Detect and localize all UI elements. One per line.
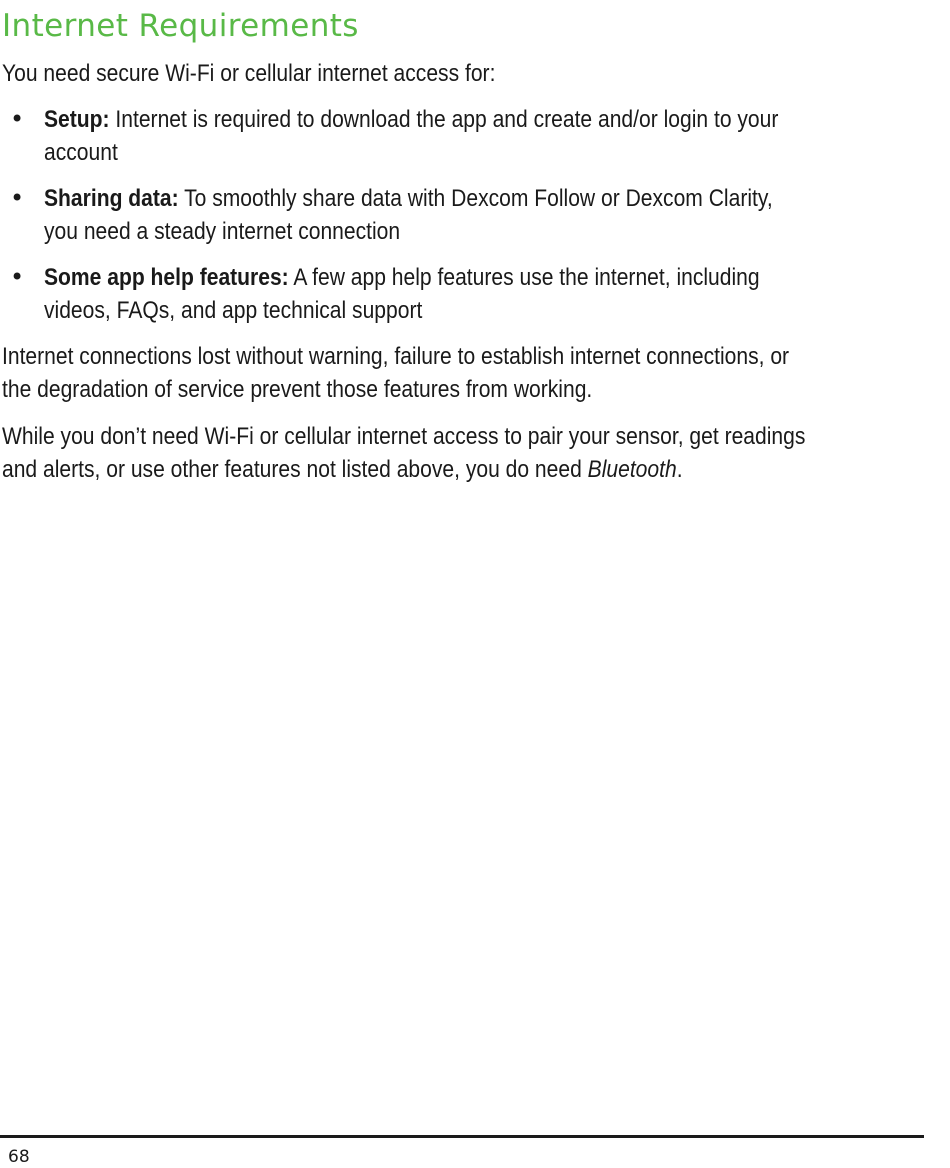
list-item-description: A few app help features use the internet, including: [293, 264, 760, 291]
intro-line: You need secure Wi-Fi or cellular internet access for:: [2, 60, 496, 87]
paragraph-line: [2, 453, 797, 486]
list-item-text: [44, 261, 760, 327]
list-item-term: Setup:: [44, 106, 110, 133]
list-item-term: Some app help features:: [44, 264, 289, 291]
footer-divider: [0, 1135, 924, 1138]
connection-loss-paragraph: [2, 340, 797, 406]
paragraph-line: While you don’t need Wi-Fi or cellular internet access to pair your sensor, get readings: [2, 423, 806, 450]
list-item-sharing-data: [0, 180, 930, 259]
list-item-term: Sharing data:: [44, 185, 179, 212]
list-item-line: [44, 103, 778, 136]
paragraph-text: and alerts, or use other features not listed above, you do need: [2, 456, 588, 483]
bluetooth-term: Bluetooth: [587, 456, 677, 483]
list-item-text: [44, 182, 773, 248]
list-item-continuation: account: [44, 139, 118, 166]
list-item-continuation: you need a steady internet connection: [44, 218, 401, 245]
bullet-icon: •: [10, 263, 25, 291]
bullet-icon: •: [10, 184, 25, 212]
list-item-help-features: [0, 259, 930, 338]
list-item-continuation: videos, FAQs, and app technical support: [44, 297, 423, 324]
list-item-line: [44, 182, 773, 215]
paragraph-text: .: [676, 456, 683, 483]
list-item-description: To smoothly share data with Dexcom Follow or Dexcom Clarity,: [184, 185, 773, 212]
bullet-icon: •: [10, 105, 25, 133]
list-item-setup: [0, 101, 930, 180]
intro-text: [2, 57, 797, 90]
page-number: 68: [8, 1147, 30, 1167]
paragraph-line: the degradation of service prevent those features from working.: [2, 376, 593, 403]
requirements-list: [0, 101, 930, 338]
list-item-line: [44, 261, 760, 294]
page-title: Internet Requirements: [2, 8, 359, 44]
list-item-description: Internet is required to download the app and create and/or login to your: [115, 106, 779, 133]
list-item-text: [44, 103, 778, 169]
paragraph-line: Internet connections lost without warning, failure to establish internet connections, or: [2, 343, 790, 370]
bluetooth-paragraph: [2, 420, 806, 486]
